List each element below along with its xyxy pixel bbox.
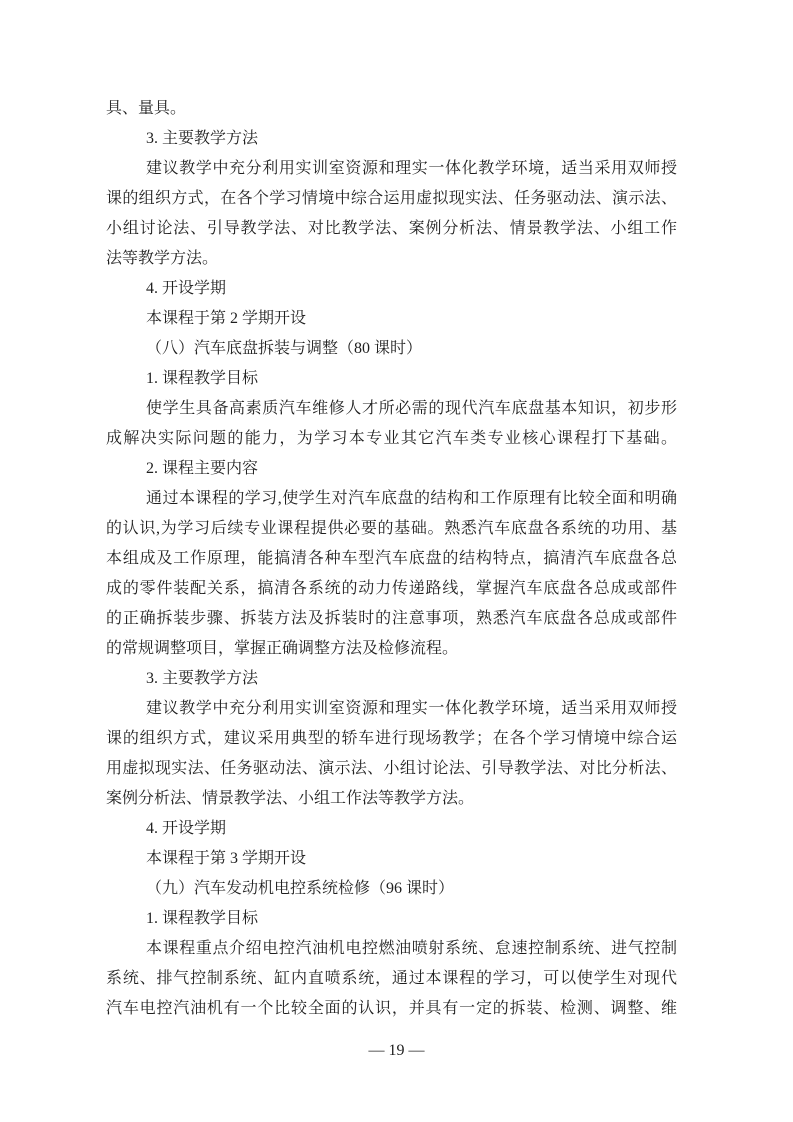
body-text-line: 法等教学方法。	[106, 250, 219, 267]
body-text-line: 系统、排气控制系统、缸内直喷系统，通过本课程的学习，可以使学生对现代	[106, 970, 677, 987]
body-text-line: 汽车电控汽油机有一个比较全面的认识，并具有一定的拆装、检测、调整、维	[106, 1000, 677, 1017]
page-number: — 19 —	[368, 1042, 425, 1059]
course-title-line: （九）汽车发动机电控系统检修（96 课时）	[146, 880, 455, 897]
body-text-line: 的常规调整项目，掌握正确调整方法及检修流程。	[106, 640, 459, 657]
body-text-line: 用虚拟现实法、任务驱动法、演示法、小组讨论法、引导教学法、对比分析法、	[106, 760, 677, 777]
body-text-line: 的认识,为学习后续专业课程提供必要的基础。熟悉汽车底盘各系统的功用、基	[106, 520, 677, 537]
course-title-line: （八）汽车底盘拆装与调整（80 课时）	[146, 340, 423, 357]
body-text-line: 案例分析法、情景教学法、小组工作法等教学方法。	[106, 790, 475, 807]
body-text-line: 的正确拆装步骤、拆装方法及拆装时的注意事项，熟悉汽车底盘各总成或部件	[106, 610, 677, 627]
body-text-line: 本课程于第 3 学期开设	[146, 850, 307, 867]
numbered-heading-line: 1. 课程教学目标	[146, 370, 259, 387]
body-text-line: 建议教学中充分利用实训室资源和理实一体化教学环境，适当采用双师授	[146, 700, 677, 717]
document-text-block	[106, 94, 677, 1024]
numbered-heading-line: 4. 开设学期	[146, 280, 227, 297]
numbered-heading-line: 3. 主要教学方法	[146, 130, 259, 147]
body-text-line: 成解决实际问题的能力，为学习本专业其它汽车类专业核心课程打下基础。	[106, 430, 677, 447]
body-text-line: 本课程于第 2 学期开设	[146, 310, 307, 327]
numbered-heading-line: 4. 开设学期	[146, 820, 227, 837]
body-text-line: 成的零件装配关系，搞清各系统的动力传递路线，掌握汽车底盘各总成或部件	[106, 580, 677, 597]
body-text-line: 小组讨论法、引导教学法、对比教学法、案例分析法、情景教学法、小组工作	[106, 220, 677, 237]
numbered-heading-line: 2. 课程主要内容	[146, 460, 259, 477]
body-text-line: 建议教学中充分利用实训室资源和理实一体化教学环境，适当采用双师授	[146, 160, 677, 177]
numbered-heading-line: 1. 课程教学目标	[146, 910, 259, 927]
body-text-line: 课的组织方式，建议采用典型的轿车进行现场教学；在各个学习情境中综合运	[106, 730, 677, 747]
body-text-line: 具、量具。	[106, 100, 187, 117]
body-text-line: 课的组织方式，在各个学习情境中综合运用虚拟现实法、任务驱动法、演示法、	[106, 190, 677, 207]
body-text-line: 本课程重点介绍电控汽油机电控燃油喷射系统、怠速控制系统、进气控制	[146, 940, 677, 957]
body-text-line: 通过本课程的学习,使学生对汽车底盘的结构和工作原理有比较全面和明确	[146, 490, 677, 507]
body-text-line: 本组成及工作原理，能搞清各种车型汽车底盘的结构特点，搞清汽车底盘各总	[106, 550, 677, 567]
numbered-heading-line: 3. 主要教学方法	[146, 670, 259, 687]
body-text-line: 使学生具备高素质汽车维修人才所必需的现代汽车底盘基本知识，初步形	[146, 400, 677, 417]
